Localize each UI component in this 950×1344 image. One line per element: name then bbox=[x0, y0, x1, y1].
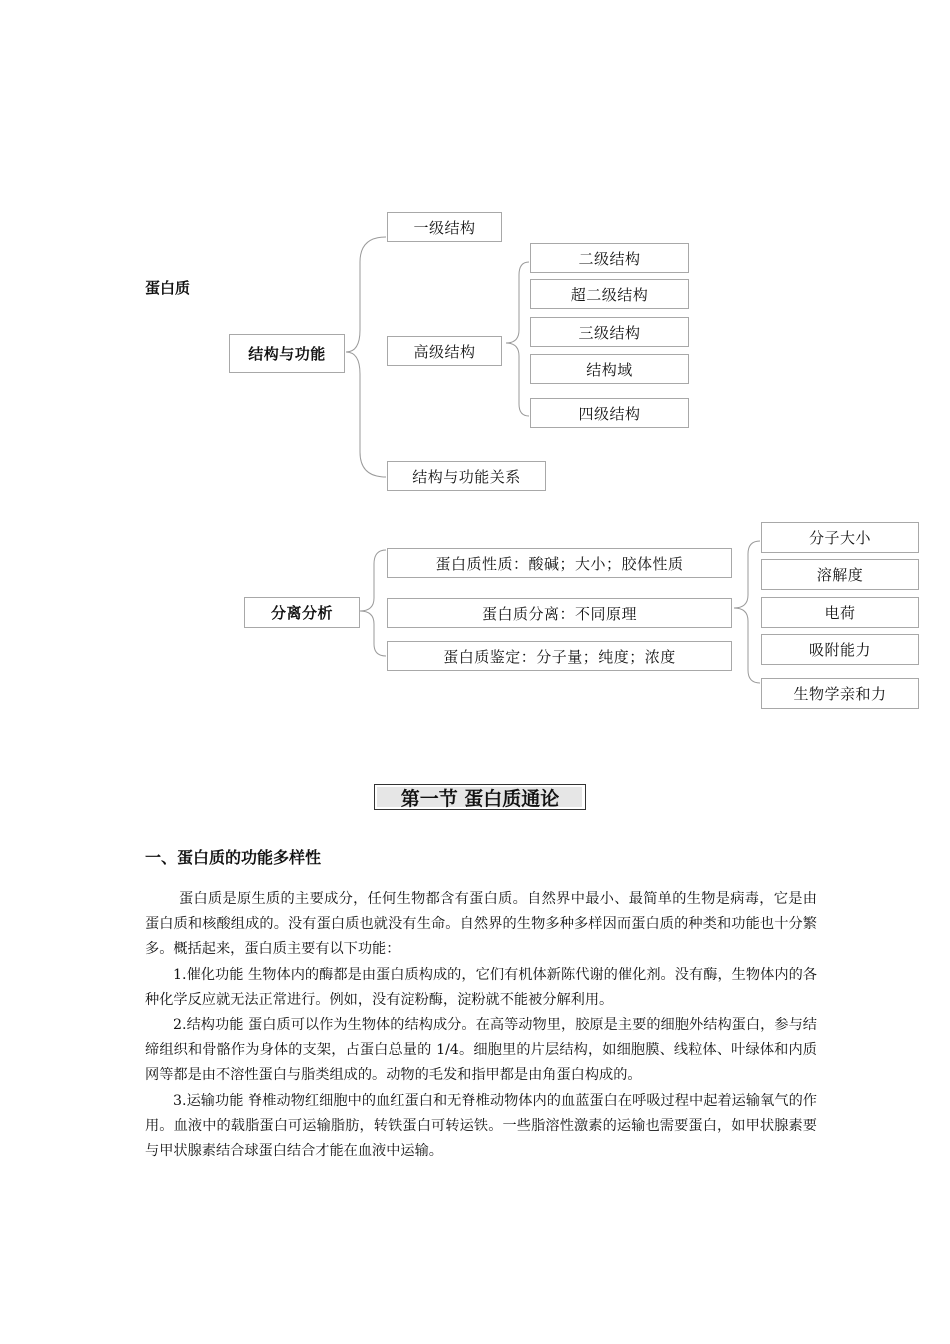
node-supersecondary-structure: 超二级结构 bbox=[530, 279, 689, 309]
node-separation-analysis: 分离分析 bbox=[244, 597, 360, 628]
node-structure-function: 结构与功能 bbox=[229, 334, 345, 373]
node-bioaffinity: 生物学亲和力 bbox=[761, 678, 919, 709]
node-structure-function-relation: 结构与功能关系 bbox=[387, 461, 546, 491]
paragraph-transport: 3.运输功能 脊椎动物红细胞中的血红蛋白和无脊椎动物体内的血蓝蛋白在呼吸过程中起着运输氧气的作用。血液中的载脂蛋白可运输脂肪，转铁蛋白可转运铁。一些脂溶性激素的运输也需要蛋白，如甲状腺素要与甲状腺素结合球蛋白结合才能在血液中运输。 bbox=[145, 1092, 817, 1160]
mindmap-root: 蛋白质 bbox=[145, 279, 191, 297]
node-tertiary-structure: 三级结构 bbox=[530, 317, 689, 347]
node-molecular-size: 分子大小 bbox=[761, 522, 919, 553]
node-primary-structure: 一级结构 bbox=[387, 212, 502, 242]
body-text bbox=[145, 887, 817, 1164]
node-adsorption: 吸附能力 bbox=[761, 634, 919, 665]
node-charge: 电荷 bbox=[761, 597, 919, 628]
node-protein-separation: 蛋白质分离：不同原理 bbox=[387, 598, 732, 628]
node-quaternary-structure: 四级结构 bbox=[530, 398, 689, 428]
node-protein-properties: 蛋白质性质：酸碱；大小；胶体性质 bbox=[387, 548, 732, 578]
section-title: 第一节 蛋白质通论 bbox=[374, 784, 586, 810]
paragraph-intro: 蛋白质是原生质的主要成分，任何生物都含有蛋白质。自然界中最小、最简单的生物是病毒，它是由蛋白质和核酸组成的。没有蛋白质也就没有生命。自然界的生物多种多样因而蛋白质的种类和功能也十分繁多。概括起来，蛋白质主要有以下功能： bbox=[145, 891, 817, 958]
node-protein-identification: 蛋白质鉴定：分子量；纯度；浓度 bbox=[387, 641, 732, 671]
node-secondary-structure: 二级结构 bbox=[530, 243, 689, 273]
node-solubility: 溶解度 bbox=[761, 559, 919, 590]
paragraph-structure: 2.结构功能 蛋白质可以作为生物体的结构成分。在高等动物里，胶原是主要的细胞外结构蛋白，参与结缔组织和骨骼作为身体的支架，占蛋白总量的 1/4。细胞里的片层结构，如细胞膜、线粒体、叶绿体和内质网等都是由不溶性蛋白与脂类组成的。动物的毛发和指甲都是由角蛋白构成的。 bbox=[145, 1017, 817, 1084]
paragraph-catalysis: 1.催化功能 生物体内的酶都是由蛋白质构成的，它们有机体新陈代谢的催化剂。没有酶，生物体内的各种化学反应就无法正常进行。例如，没有淀粉酶，淀粉就不能被分解利用。 bbox=[145, 966, 817, 1008]
node-higher-structure: 高级结构 bbox=[387, 336, 502, 366]
section-heading: 一、蛋白质的功能多样性 bbox=[145, 848, 322, 867]
node-domain: 结构域 bbox=[530, 354, 689, 384]
